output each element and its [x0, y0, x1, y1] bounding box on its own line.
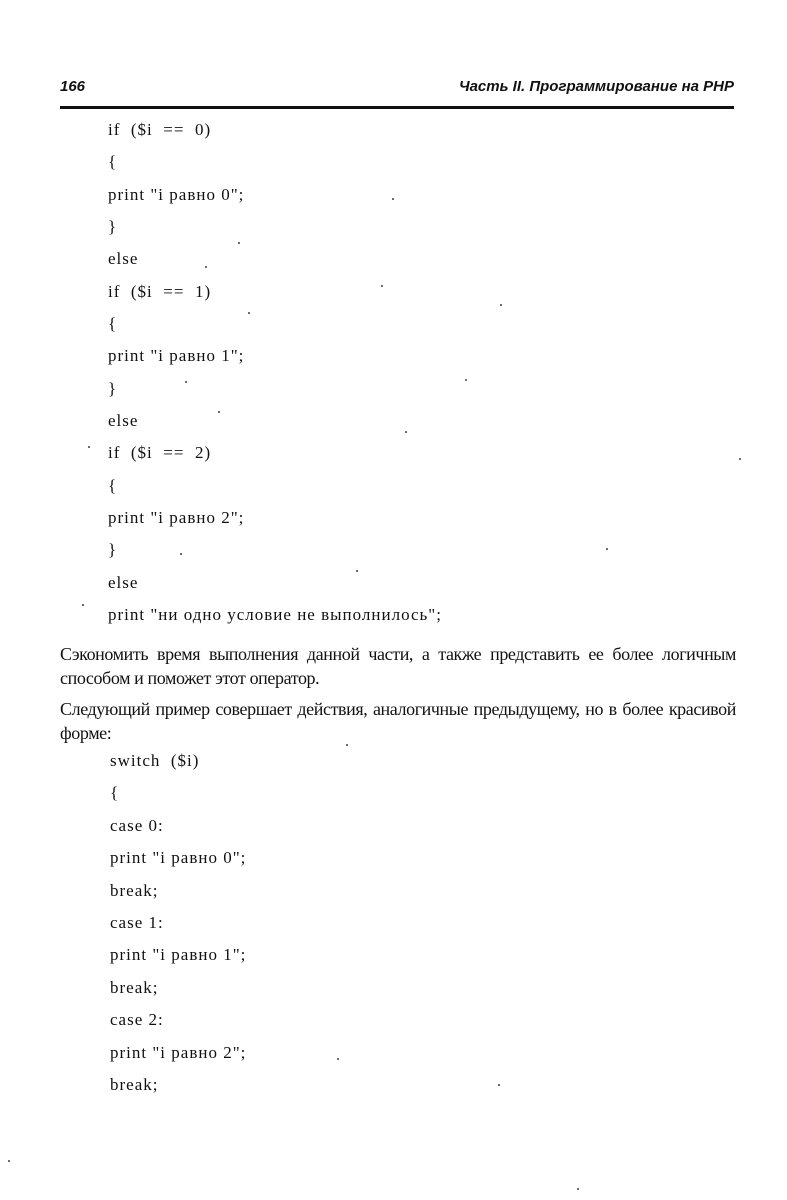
code-line: print "ни одно условие не выполнилось";: [108, 605, 442, 625]
code-line: if ($i == 2): [108, 443, 212, 463]
code-line: }: [108, 540, 118, 560]
scan-speck: [180, 553, 182, 555]
code-line: }: [108, 378, 118, 398]
code-line: break;: [110, 1074, 159, 1094]
code-line: {: [110, 783, 120, 803]
scan-speck: [88, 446, 90, 448]
code-line: print "i равно 2";: [110, 1042, 247, 1062]
scan-speck: [185, 381, 187, 383]
code-line: print "i равно 0";: [108, 184, 245, 204]
scan-speck: [346, 744, 348, 746]
scan-speck: [498, 1084, 500, 1086]
code-line: if ($i == 0): [108, 120, 212, 139]
scan-speck: [205, 266, 207, 268]
page-number: 166: [60, 78, 86, 95]
running-title: Часть II. Программирование на PHP: [458, 78, 734, 95]
code-line: break;: [110, 880, 159, 900]
code-line: case 1:: [110, 912, 164, 932]
code-line: else: [108, 249, 139, 269]
code-line: case 2:: [110, 1010, 164, 1030]
code-line: print "i равно 1";: [110, 945, 247, 965]
code-line: break;: [110, 977, 159, 997]
scan-speck: [218, 411, 220, 413]
code-line: else: [108, 572, 139, 592]
paragraph-2: Следующий пример совершает действия, аналогичные предыдущему, но в более красивой форме:: [60, 699, 736, 743]
code-line: print "i равно 2";: [108, 508, 245, 528]
header-rule: [60, 106, 734, 109]
scan-speck: [500, 304, 502, 306]
scan-speck: [356, 570, 358, 572]
scan-speck: [739, 458, 741, 460]
code-line: print "i равно 0";: [110, 848, 247, 868]
code-line: {: [108, 152, 118, 172]
scan-speck: [392, 198, 394, 200]
scan-speck: [381, 285, 383, 287]
code-line: {: [108, 475, 118, 495]
paragraph-1: Сэкономить время выполнения данной части, а также представить ее более логичным способом и поможет этот оператор.: [60, 644, 736, 688]
scan-speck: [248, 312, 250, 314]
page-header: [60, 78, 734, 102]
code-listing-switch: [110, 745, 246, 1101]
scan-speck: [238, 242, 240, 244]
scan-speck: [82, 604, 84, 606]
code-line: if ($i == 1): [108, 281, 212, 301]
code-line: {: [108, 314, 118, 334]
code-line: }: [108, 217, 118, 237]
code-line: switch ($i): [110, 751, 200, 770]
scan-speck: [606, 548, 608, 550]
code-line: print "i равно 1";: [108, 346, 245, 366]
scan-speck: [577, 1188, 579, 1190]
code-listing-if-else: [108, 114, 442, 632]
scan-speck: [8, 1160, 10, 1162]
scan-speck: [465, 379, 467, 381]
scan-speck: [405, 431, 407, 433]
code-line: case 0:: [110, 815, 164, 835]
code-line: else: [108, 411, 139, 431]
scan-speck: [337, 1058, 339, 1060]
